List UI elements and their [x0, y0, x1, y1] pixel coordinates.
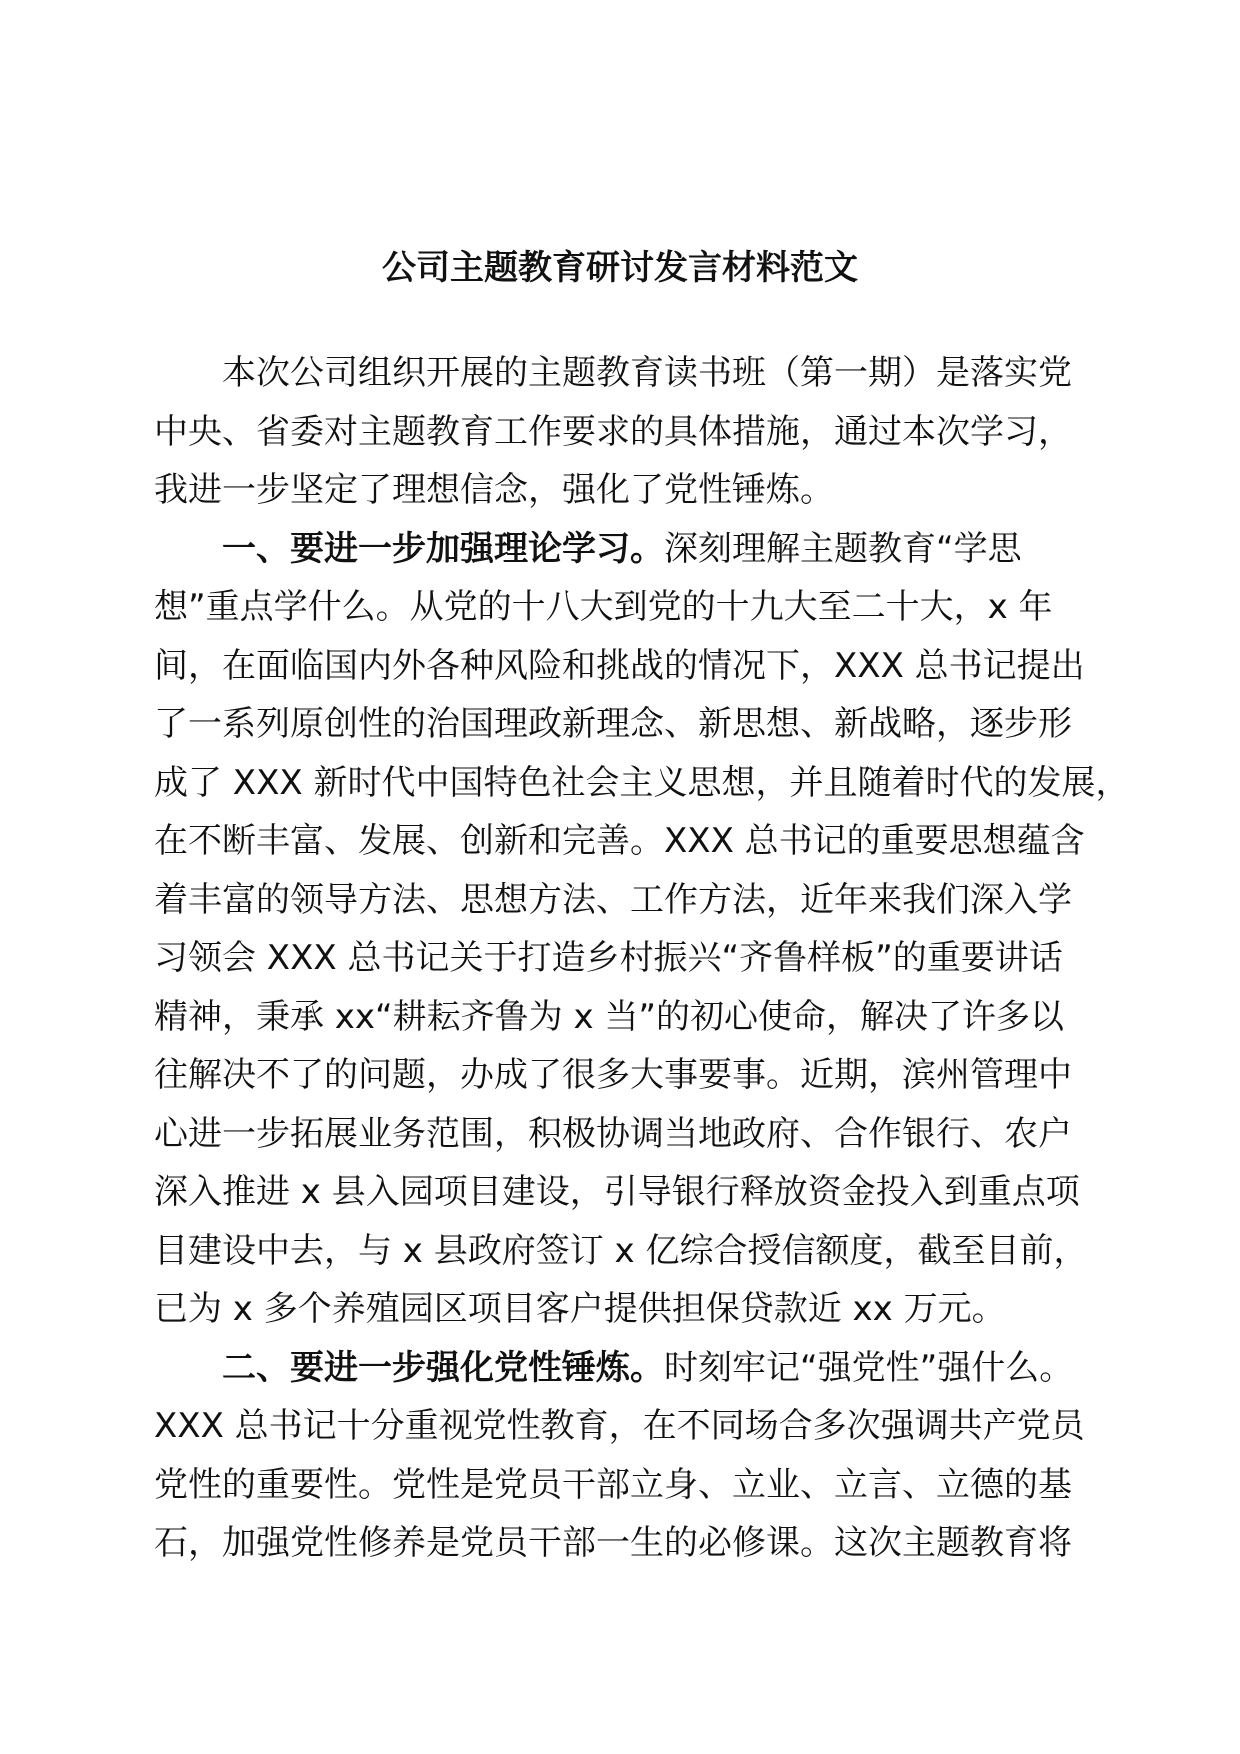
section-heading: 一、要进一步加强理论学习。 [222, 528, 664, 569]
heading-rest-text: 深刻理解主题教育“学思 [664, 528, 1022, 569]
paragraph-theory-study [154, 520, 1130, 1339]
text-line: 党性的重要性。党性是党员干部立身、立业、立言、立德的基 [154, 1464, 1072, 1505]
document-body [154, 344, 1130, 1573]
text-line [154, 1339, 1114, 1398]
text-line: 精神，秉承 xx“耕耘齐鲁为 x 当”的初心使命，解决了许多以 [154, 996, 1065, 1037]
section-heading: 二、要进一步强化党性锤炼。 [222, 1347, 664, 1388]
heading-rest-text: 时刻牢记“强党性”强什么。 [664, 1347, 1074, 1388]
text-line: 成了 XXX 新时代中国特色社会主义思想，并且随着时代的发展， [154, 762, 1130, 803]
document-title: 公司主题教育研讨发言材料范文 [382, 248, 858, 288]
text-line: 目建设中去，与 x 县政府签订 x 亿综合授信额度，截至目前， [154, 1230, 1088, 1271]
text-line: 石，加强党性修养是党员干部一生的必修课。这次主题教育将 [154, 1523, 1072, 1563]
text-line: 心进一步拓展业务范围，积极协调当地政府、合作银行、农户 [154, 1113, 1072, 1154]
text-line: 中央、省委对主题教育工作要求的具体措施，通过本次学习， [154, 411, 1072, 452]
text-line: 我进一步坚定了理想信念，强化了党性锤炼。 [154, 470, 834, 510]
text-line: 习领会 XXX 总书记关于打造乡村振兴“齐鲁样板”的重要讲话 [154, 938, 1063, 978]
text-line: 了一系列原创性的治国理政新理念、新思想、新战略，逐步形 [154, 704, 1072, 744]
text-line: 在不断丰富、发展、创新和完善。XXX 总书记的重要思想蕴含 [154, 821, 1085, 861]
text-line: 间，在面临国内外各种风险和挑战的情况下，XXX 总书记提出 [154, 645, 1085, 686]
text-line: 往解决不了的问题，办成了很多大事要事。近期，滨州管理中 [154, 1055, 1072, 1095]
text-line: 深入推进 x 县入园项目建设，引导银行释放资金投入到重点项 [154, 1172, 1080, 1212]
text-line: 想”重点学什么。从党的十八大到党的十九大至二十大，x 年 [154, 587, 1053, 627]
paragraph-intro [154, 344, 1114, 520]
text-line: 已为 x 多个养殖园区项目客户提供担保贷款近 xx 万元。 [154, 1289, 1006, 1329]
text-line: XXX 总书记十分重视党性教育，在不同场合多次强调共产党员 [154, 1406, 1085, 1446]
text-line: 着丰富的领导方法、思想方法、工作方法，近年来我们深入学 [154, 879, 1072, 920]
paragraph-party-spirit [154, 1339, 1114, 1573]
text-line [154, 520, 1114, 579]
text-line: 本次公司组织开展的主题教育读书班（第一期）是落实党 [222, 353, 1072, 393]
